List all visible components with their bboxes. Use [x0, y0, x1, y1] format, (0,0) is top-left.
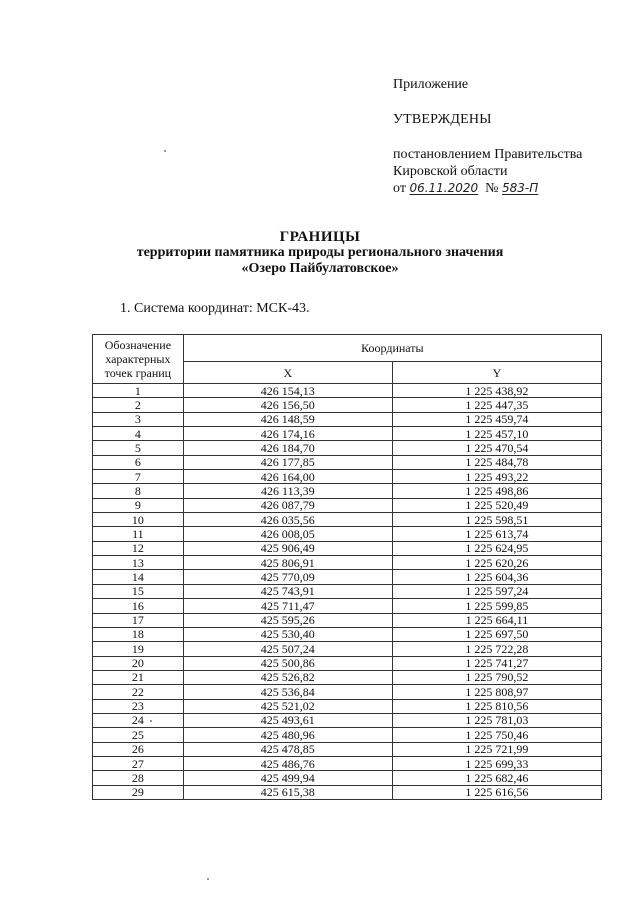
- title-line-2: территории памятника природы регионального значения: [136, 245, 504, 260]
- point-number: 20: [93, 656, 184, 670]
- coord-y: 1 225 624,95: [392, 541, 601, 555]
- point-number: 8: [93, 484, 184, 498]
- coord-x: 425 486,76: [183, 756, 392, 770]
- point-number: 21: [93, 670, 184, 684]
- column-point-header: Обозначение характерных точек границ: [93, 335, 184, 384]
- coord-y: 1 225 604,36: [392, 570, 601, 584]
- coord-x: 425 526,82: [183, 670, 392, 684]
- coordinates-table: [92, 334, 602, 800]
- point-number: 4: [93, 427, 184, 441]
- coord-x: 425 499,94: [183, 771, 392, 785]
- table-body: [93, 384, 602, 800]
- coord-x: 425 595,26: [183, 613, 392, 627]
- title-main: ГРАНИЦЫ: [279, 229, 361, 245]
- decree-date: 06.11.2020: [409, 181, 479, 195]
- table-row: [93, 785, 602, 799]
- coord-y: 1 225 599,85: [392, 599, 601, 613]
- coord-x: 425 480,96: [183, 728, 392, 742]
- decree-date-line: [393, 180, 633, 197]
- table-row: [93, 627, 602, 641]
- coord-x: 426 177,85: [183, 455, 392, 469]
- coord-x: 425 478,85: [183, 742, 392, 756]
- coord-y: 1 225 697,50: [392, 627, 601, 641]
- table-row: [93, 484, 602, 498]
- point-number: 6: [93, 455, 184, 469]
- table-row: [93, 384, 602, 398]
- point-number: 1: [93, 384, 184, 398]
- table-row: [93, 713, 602, 727]
- table-row: [93, 541, 602, 555]
- coord-x: 425 770,09: [183, 570, 392, 584]
- table-row: [93, 670, 602, 684]
- coord-x: 426 184,70: [183, 441, 392, 455]
- coord-x: 426 164,00: [183, 470, 392, 484]
- table-row: [93, 527, 602, 541]
- coord-x: 426 113,39: [183, 484, 392, 498]
- point-number: 5: [93, 441, 184, 455]
- table-row: [93, 742, 602, 756]
- coord-y: 1 225 613,74: [392, 527, 601, 541]
- point-number: 14: [93, 570, 184, 584]
- scan-speck: [207, 878, 209, 880]
- coord-y: 1 225 699,33: [392, 756, 601, 770]
- number-prefix: №: [485, 181, 499, 196]
- point-number: 3: [93, 412, 184, 426]
- coord-y: 1 225 808,97: [392, 685, 601, 699]
- coord-y: 1 225 682,46: [392, 771, 601, 785]
- coord-y: 1 225 616,56: [392, 785, 601, 799]
- table-row: [93, 771, 602, 785]
- coord-x: 425 615,38: [183, 785, 392, 799]
- point-number: 18: [93, 627, 184, 641]
- coord-y: 1 225 498,86: [392, 484, 601, 498]
- table-row: [93, 427, 602, 441]
- coord-y: 1 225 598,51: [392, 513, 601, 527]
- table-row: [93, 656, 602, 670]
- table-row: [93, 570, 602, 584]
- coord-y: 1 225 597,24: [392, 584, 601, 598]
- table-row: [93, 728, 602, 742]
- point-number: 15: [93, 584, 184, 598]
- coord-x: 426 174,16: [183, 427, 392, 441]
- point-number: 29: [93, 785, 184, 799]
- point-number: 9: [93, 498, 184, 512]
- coord-x: 425 521,02: [183, 699, 392, 713]
- coord-x: 425 500,86: [183, 656, 392, 670]
- coord-y: 1 225 781,03: [392, 713, 601, 727]
- table-row: [93, 642, 602, 656]
- coord-y: 1 225 750,46: [392, 728, 601, 742]
- appendix-label: Приложение: [393, 77, 469, 92]
- point-number: 2: [93, 398, 184, 412]
- table-row: [93, 441, 602, 455]
- point-number: 22: [93, 685, 184, 699]
- table-row: [93, 599, 602, 613]
- point-number: 16: [93, 599, 184, 613]
- table-row: [93, 455, 602, 469]
- table-row: [93, 685, 602, 699]
- coord-y: 1 225 484,78: [392, 455, 601, 469]
- decree-line-2: Кировской области: [393, 164, 508, 179]
- table-row: [93, 470, 602, 484]
- point-number: 27: [93, 756, 184, 770]
- coord-y: 1 225 810,56: [392, 699, 601, 713]
- coord-y: 1 225 493,22: [392, 470, 601, 484]
- coord-y: 1 225 447,35: [392, 398, 601, 412]
- point-number: 12: [93, 541, 184, 555]
- coord-y: 1 225 664,11: [392, 613, 601, 627]
- coord-y: 1 225 457,10: [392, 427, 601, 441]
- point-number: 28: [93, 771, 184, 785]
- point-number: 23: [93, 699, 184, 713]
- point-number: 26: [93, 742, 184, 756]
- coord-x: 425 743,91: [183, 584, 392, 598]
- column-coordinates-header: Координаты: [183, 335, 601, 362]
- point-number: 10: [93, 513, 184, 527]
- table-row: [93, 584, 602, 598]
- point-number: 17: [93, 613, 184, 627]
- coord-y: 1 225 459,74: [392, 412, 601, 426]
- coord-y: 1 225 520,49: [392, 498, 601, 512]
- column-y-header: Y: [392, 362, 601, 384]
- coord-x: 426 035,56: [183, 513, 392, 527]
- approved-label: УТВЕРЖДЕНЫ: [393, 112, 492, 127]
- coord-y: 1 225 438,92: [392, 384, 601, 398]
- coord-x: 426 008,05: [183, 527, 392, 541]
- coord-x: 426 148,59: [183, 412, 392, 426]
- coord-y: 1 225 721,99: [392, 742, 601, 756]
- scan-speck: [164, 150, 166, 152]
- coord-x: 426 156,50: [183, 398, 392, 412]
- date-prefix: от: [393, 181, 406, 196]
- point-number: 7: [93, 470, 184, 484]
- point-number: 25: [93, 728, 184, 742]
- coordinate-system-heading: 1. Система координат: МСК-43.: [120, 301, 310, 316]
- table-row: [93, 613, 602, 627]
- coord-y: 1 225 790,52: [392, 670, 601, 684]
- coord-x: 425 530,40: [183, 627, 392, 641]
- point-number: 24: [93, 713, 184, 727]
- table-row: [93, 498, 602, 512]
- coord-x: 425 711,47: [183, 599, 392, 613]
- decree-number: 583-П: [502, 181, 539, 195]
- table-row: [93, 398, 602, 412]
- table-row: [93, 412, 602, 426]
- table-row: [93, 699, 602, 713]
- table-row: [93, 556, 602, 570]
- coord-y: 1 225 620,26: [392, 556, 601, 570]
- decree-line-1: постановлением Правительства: [393, 147, 583, 162]
- point-number: 11: [93, 527, 184, 541]
- coord-x: 425 806,91: [183, 556, 392, 570]
- point-number: 19: [93, 642, 184, 656]
- coord-x: 425 507,24: [183, 642, 392, 656]
- point-number: 13: [93, 556, 184, 570]
- coord-x: 426 087,79: [183, 498, 392, 512]
- column-x-header: X: [183, 362, 392, 384]
- coord-y: 1 225 722,28: [392, 642, 601, 656]
- coord-x: 425 906,49: [183, 541, 392, 555]
- table-row: [93, 756, 602, 770]
- coord-y: 1 225 470,54: [392, 441, 601, 455]
- table-row: [93, 513, 602, 527]
- coord-y: 1 225 741,27: [392, 656, 601, 670]
- coord-x: 425 536,84: [183, 685, 392, 699]
- coord-x: 425 493,61: [183, 713, 392, 727]
- scan-speck: [150, 720, 152, 722]
- coord-x: 426 154,13: [183, 384, 392, 398]
- title-line-3: «Озеро Пайбулатовское»: [241, 261, 399, 276]
- document-title: [0, 229, 640, 277]
